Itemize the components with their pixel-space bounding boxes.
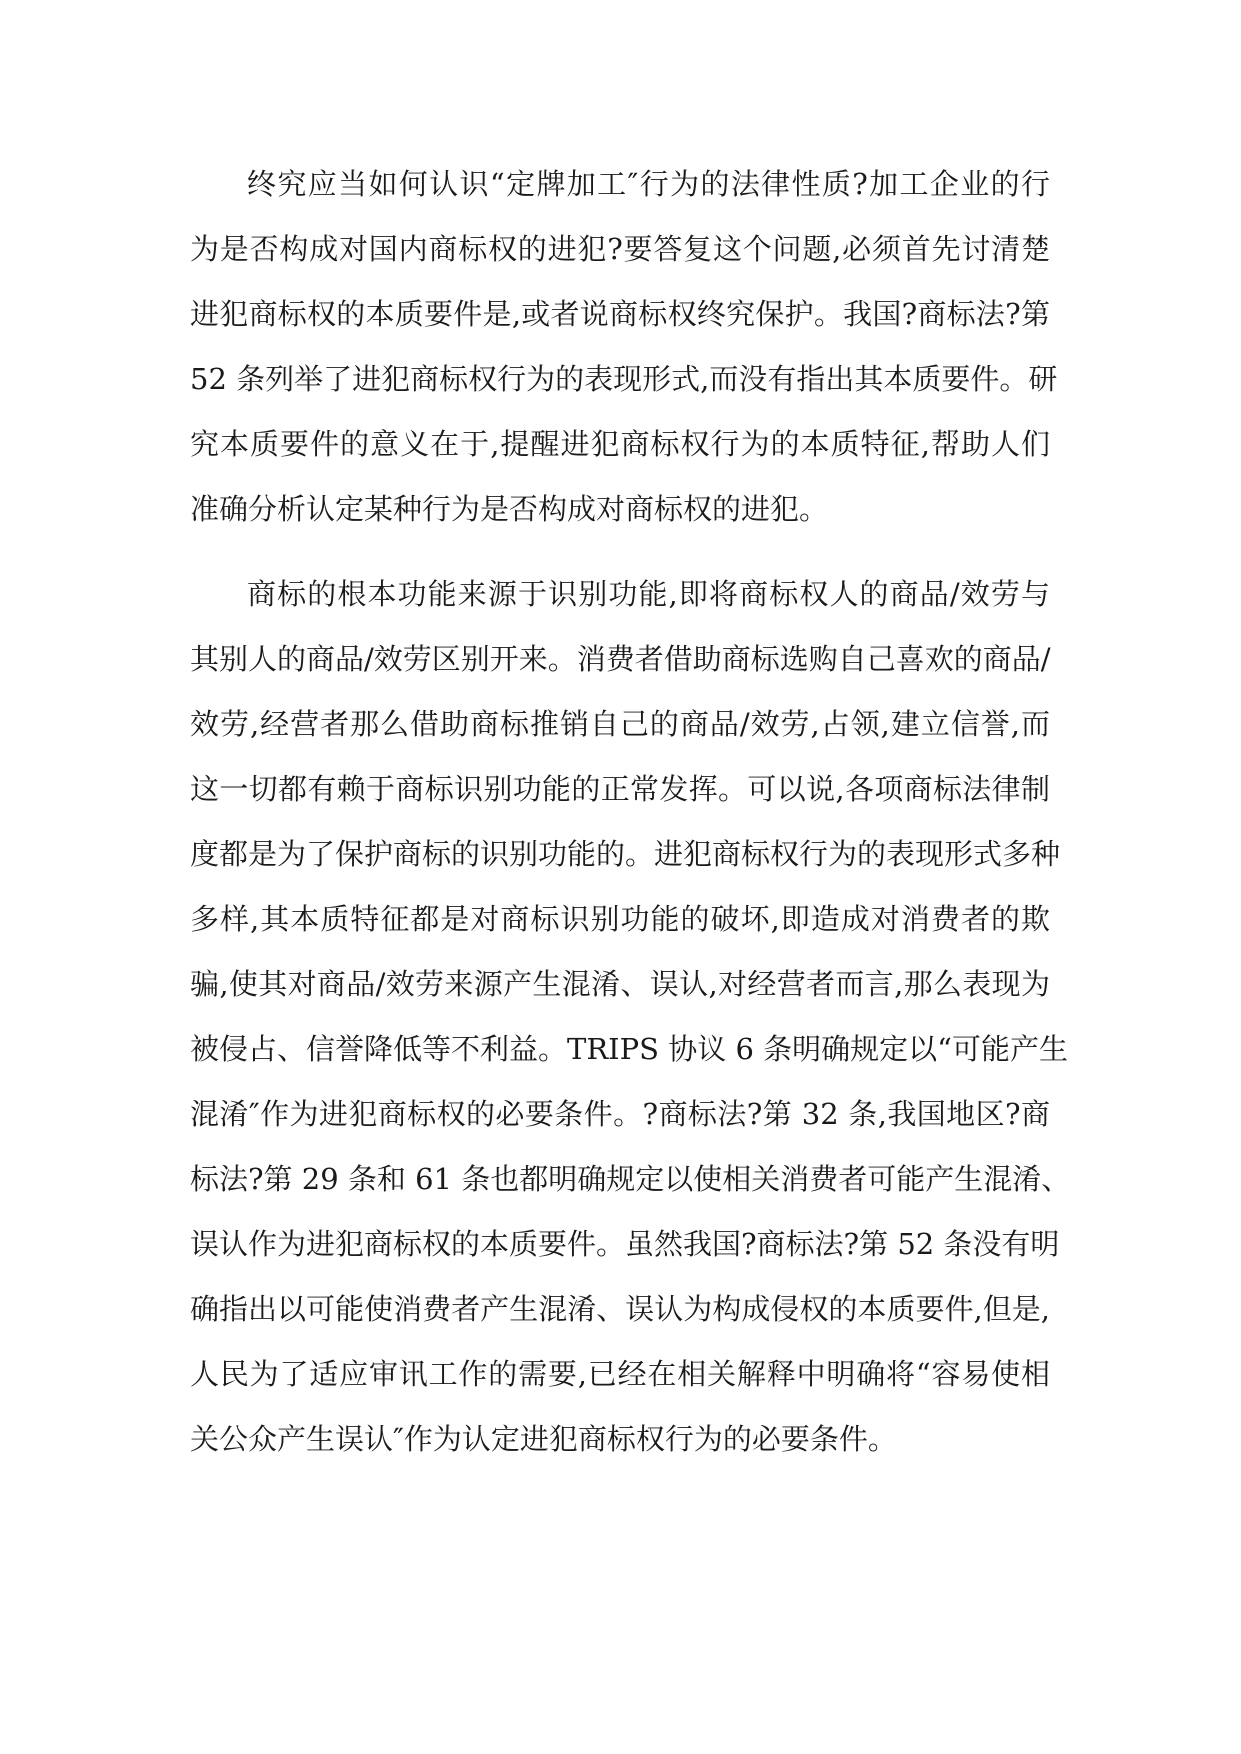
paragraph-line: 确指出以可能使消费者产生混淆、误认为构成侵权的本质要件,但是,	[190, 1292, 1050, 1326]
paragraph-line: 效劳,经营者那么借助商标推销自己的商品/效劳,占领,建立信誉,而	[190, 707, 1050, 741]
paragraph-line: 其别人的商品/效劳区别开来。消费者借助商标选购自己喜欢的商品/	[190, 642, 1051, 676]
paragraph-line: 终究应当如何认识“定牌加工″行为的法律性质?加工企业的行	[247, 167, 1050, 201]
paragraph-line: 多样,其本质特征都是对商标识别功能的破坏,即造成对消费者的欺	[190, 902, 1050, 936]
paragraph-line: 准确分析认定某种行为是否构成对商标权的进犯。	[190, 492, 829, 526]
paragraph-line: 度都是为了保护商标的识别功能的。进犯商标权行为的表现形式多种	[190, 837, 1061, 871]
paragraph-line: 商标的根本功能来源于识别功能,即将商标权人的商品/效劳与	[247, 577, 1050, 611]
paragraph-line: 人民为了适应审讯工作的需要,已经在相关解释中明确将“容易使相	[190, 1357, 1050, 1391]
paragraph-line: 关公众产生误认″作为认定进犯商标权行为的必要条件。	[190, 1422, 897, 1456]
paragraph-line: 这一切都有赖于商标识别功能的正常发挥。可以说,各项商标法律制	[190, 772, 1050, 806]
paragraph-line: 进犯商标权的本质要件是,或者说商标权终究保护。我国?商标法?第	[190, 297, 1050, 331]
paragraph-line: 标法?第 29 条和 61 条也都明确规定以使相关消费者可能产生混淆、	[190, 1162, 1071, 1196]
paragraph-line: 骗,使其对商品/效劳来源产生混淆、误认,对经营者而言,那么表现为	[190, 967, 1050, 1001]
paragraph-line: 被侵占、信誉降低等不利益。TRIPS 协议 6 条明确规定以“可能产生	[190, 1032, 1068, 1066]
paragraph-line: 误认作为进犯商标权的本质要件。虽然我国?商标法?第 52 条没有明	[190, 1227, 1060, 1261]
paragraph-line: 52 条列举了进犯商标权行为的表现形式,而没有指出其本质要件。研	[190, 362, 1058, 396]
paragraph-line: 究本质要件的意义在于,提醒进犯商标权行为的本质特征,帮助人们	[190, 427, 1050, 461]
paragraph-line: 混淆″作为进犯商标权的必要条件。?商标法?第 32 条,我国地区?商	[190, 1097, 1050, 1131]
paragraph-line: 为是否构成对国内商标权的进犯?要答复这个问题,必须首先讨清楚	[190, 232, 1050, 266]
paragraph-1	[190, 152, 1058, 542]
paragraph-2	[190, 562, 1071, 1472]
